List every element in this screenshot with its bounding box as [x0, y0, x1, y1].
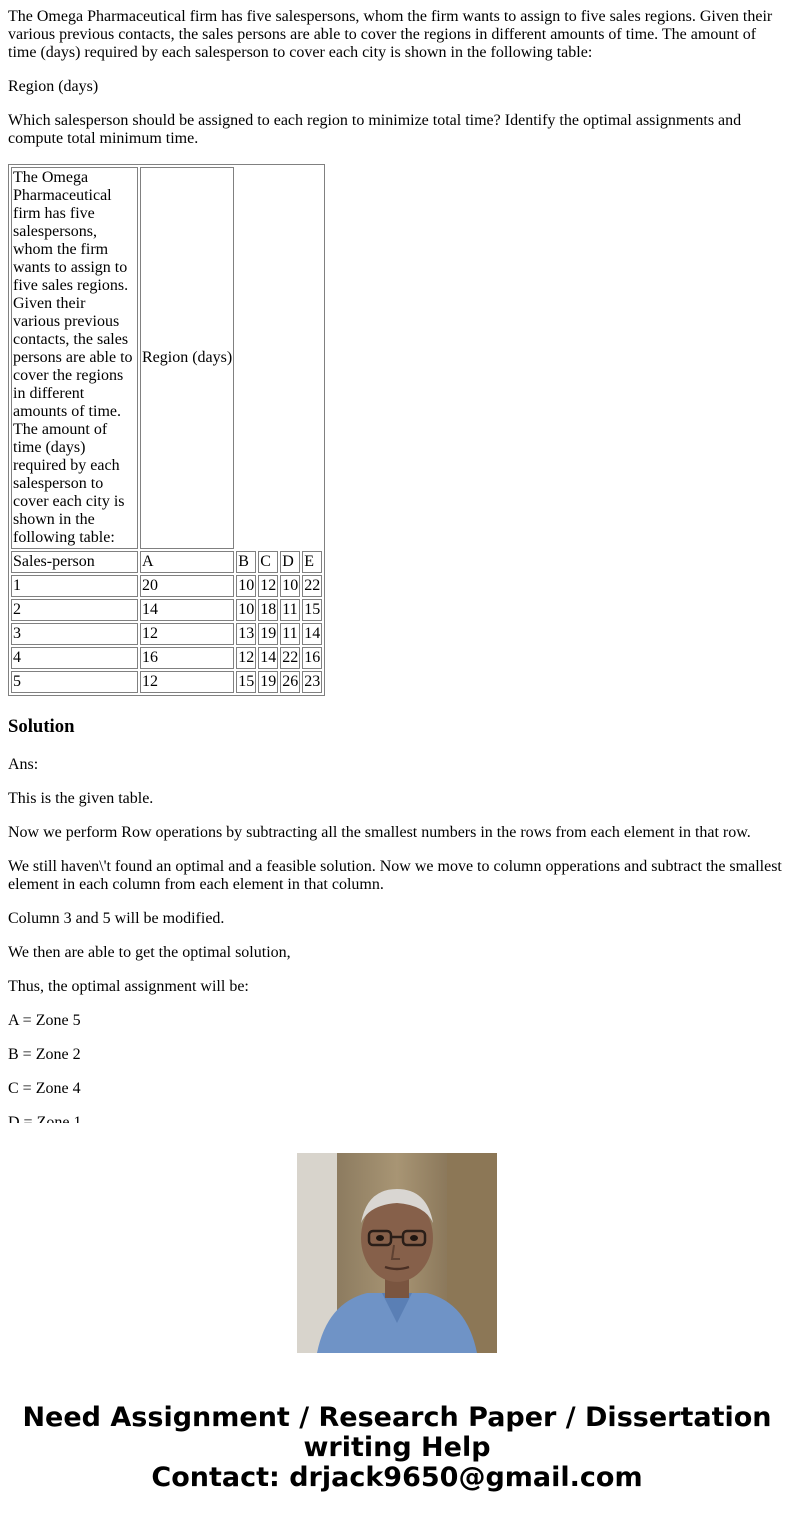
solution-paragraph: Now we perform Row operations by subtracting all the smallest numbers in the rows from each element in that row.	[8, 824, 751, 841]
solution-paragraph: Column 3 and 5 will be modified.	[8, 910, 225, 927]
table-cell: 12	[236, 647, 256, 669]
region-label: Region (days)	[8, 78, 99, 95]
table-cell: 11	[280, 599, 300, 621]
document-body	[8, 0, 786, 1123]
avatar	[297, 1153, 497, 1353]
table-cell: 4	[11, 647, 138, 669]
assignment-line: C = Zone 4	[8, 1080, 81, 1097]
table-header-cell: A	[140, 551, 234, 573]
table-cell: 13	[236, 623, 256, 645]
table-row	[11, 575, 322, 597]
solution-paragraph: We still haven\'t found an optimal and a feasible solution. Now we move to column opperations and subtract the smallest element in each column from each element in that column.	[8, 858, 782, 893]
table-cell: 22	[280, 647, 300, 669]
table-cell: 26	[280, 671, 300, 693]
avatar-photo	[297, 1153, 497, 1353]
table-cell: 1	[11, 575, 138, 597]
table-cell: 3	[11, 623, 138, 645]
table-cell: 19	[258, 623, 278, 645]
table-cell: 16	[140, 647, 234, 669]
table-cell: 12	[258, 575, 278, 597]
table-cell: 10	[280, 575, 300, 597]
table-cell: 20	[140, 575, 234, 597]
table-region-cell: Region (days)	[140, 167, 234, 549]
promo-line: writing Help	[303, 1432, 491, 1463]
table-header-row	[11, 551, 322, 573]
solution-paragraph: Thus, the optimal assignment will be:	[8, 978, 249, 995]
table-cell: 15	[302, 599, 322, 621]
solution-paragraph: Ans:	[8, 756, 39, 773]
table-cell: 5	[11, 671, 138, 693]
solution-paragraph: We then are able to get the optimal solution,	[8, 944, 291, 961]
table-row	[11, 647, 322, 669]
assignment-line: A = Zone 5	[8, 1012, 81, 1029]
table-row	[11, 599, 322, 621]
table-cell: 14	[302, 623, 322, 645]
data-table	[8, 164, 325, 696]
table-cell: 12	[140, 623, 234, 645]
solution-heading: Solution	[8, 716, 75, 737]
table-row	[11, 671, 322, 693]
table-cell: 11	[280, 623, 300, 645]
question-intro: The Omega Pharmaceutical firm has five salespersons, whom the firm wants to assign to five sales regions. Given their various previous contacts, the sales persons are able to cover the regions in different amounts of time. The amount of time (days) required by each salesperson to cover each city is shown in the following table:	[8, 8, 773, 61]
table-cell: 12	[140, 671, 234, 693]
table-row	[11, 167, 322, 549]
table-cell: 15	[236, 671, 256, 693]
assignment-line: B = Zone 2	[8, 1046, 81, 1063]
table-header-cell: Sales-person	[11, 551, 138, 573]
promo-line: Need Assignment / Research Paper / Dissertation	[22, 1402, 772, 1433]
table-cell: 2	[11, 599, 138, 621]
promo-banner	[0, 1123, 794, 1523]
table-header-cell: B	[236, 551, 256, 573]
promo-contact: Contact: drjack9650@gmail.com	[151, 1462, 643, 1493]
table-cell: 10	[236, 599, 256, 621]
question-prompt: Which salesperson should be assigned to each region to minimize total time? Identify the optimal assignments and compute total minimum time.	[8, 112, 742, 147]
table-header-cell: D	[280, 551, 300, 573]
table-intro-cell: The Omega Pharmaceutical firm has five salespersons, whom the firm wants to assign to five sales regions. Given their various previous contacts, the sales persons are able to cover the regions in different amounts of time. The amount of time (days) required by each salesperson to cover each city is shown in the following table:	[11, 167, 138, 549]
promo-text	[0, 1403, 794, 1493]
table-row	[11, 623, 322, 645]
table-cell: 14	[140, 599, 234, 621]
table-cell: 10	[236, 575, 256, 597]
table-cell: 16	[302, 647, 322, 669]
table-cell: 14	[258, 647, 278, 669]
table-cell: 23	[302, 671, 322, 693]
table-cell: 18	[258, 599, 278, 621]
table-cell: 19	[258, 671, 278, 693]
table-header-cell: C	[258, 551, 278, 573]
solution-paragraph: This is the given table.	[8, 790, 154, 807]
table-header-cell: E	[302, 551, 322, 573]
table-cell: 22	[302, 575, 322, 597]
